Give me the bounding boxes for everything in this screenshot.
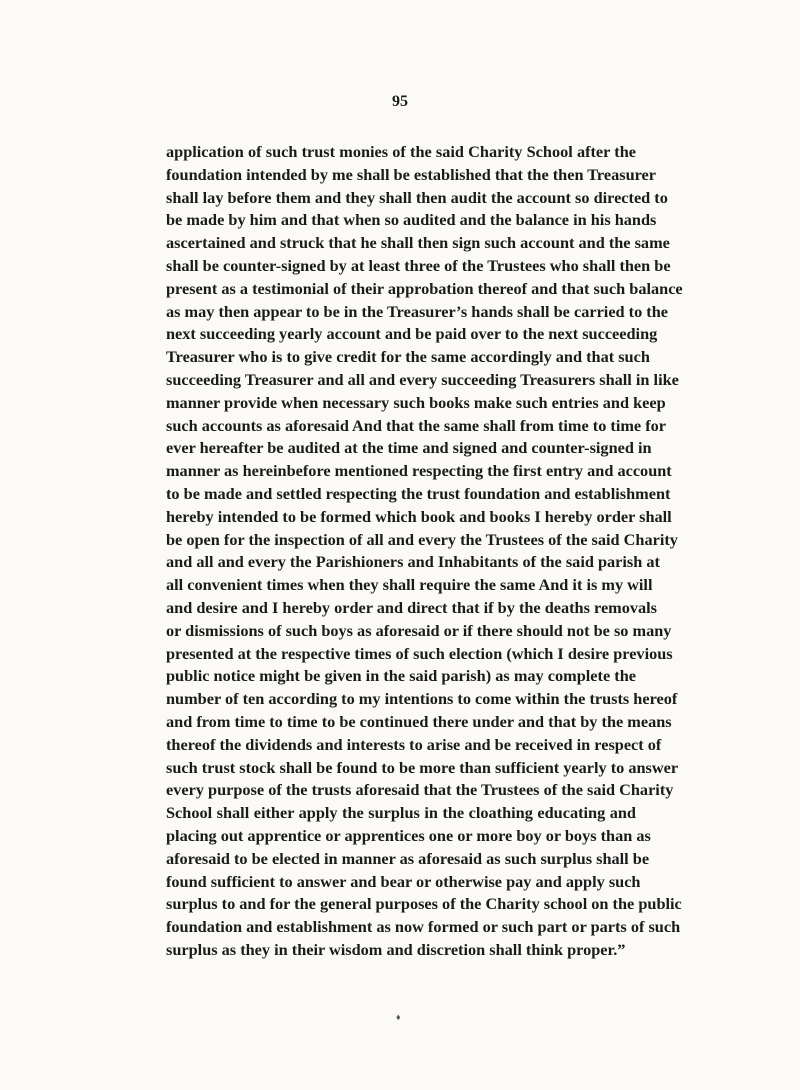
- text-line: surplus as they in their wisdom and discretion shall think proper.”: [166, 939, 626, 959]
- text-line: next succeeding yearly account and be paid over to the next succeeding: [166, 324, 658, 344]
- text-line: shall lay before them and they shall then audit the account so directed to: [166, 187, 668, 207]
- text-line: placing out apprentice or apprentices one or more boy or boys than as: [166, 825, 651, 845]
- text-line: Treasurer who is to give credit for the same accordingly and that such: [166, 347, 650, 367]
- text-line: number of ten according to my intentions to come within the trusts hereof: [166, 689, 678, 709]
- text-line: and from time to time to be continued there under and that by the means: [166, 711, 672, 731]
- text-line: surplus to and for the general purposes of the Charity school on the public: [166, 894, 682, 914]
- text-line: every purpose of the trusts aforesaid that the Trustees of the said Charity: [166, 780, 674, 800]
- text-line: thereof the dividends and interests to arise and be received in respect of: [166, 734, 662, 754]
- text-line: be made by him and that when so audited and the balance in his hands: [166, 210, 657, 230]
- text-line: School shall either apply the surplus in the cloathing educating and: [166, 803, 636, 823]
- text-line: found sufficient to answer and bear or otherwise pay and apply such: [166, 871, 641, 891]
- text-line: all convenient times when they shall require the same And it is my will: [166, 575, 653, 595]
- text-line: succeeding Treasurer and all and every succeeding Treasurers shall in like: [166, 369, 679, 389]
- text-line: ever hereafter be audited at the time and signed and counter-signed in: [166, 438, 652, 458]
- page-number: 95: [392, 93, 408, 110]
- text-line: ascertained and struck that he shall then sign such account and the same: [166, 233, 670, 253]
- text-line: such accounts as aforesaid And that the same shall from time to time for: [166, 415, 667, 435]
- text-line: application of such trust monies of the said Charity School after the: [166, 142, 636, 161]
- text-line: or dismissions of such boys as aforesaid or if there should not be so many: [166, 620, 672, 640]
- text-line: to be made and settled respecting the trust foundation and establishment: [166, 483, 671, 503]
- text-line: foundation and establishment as now formed or such part or parts of such: [166, 917, 681, 937]
- text-line: such trust stock shall be found to be more than sufficient yearly to answer: [166, 757, 679, 777]
- text-line: foundation intended by me shall be established that the then Treasurer: [166, 164, 657, 184]
- ornament-icon: ♦: [396, 1012, 401, 1022]
- text-line: be open for the inspection of all and every the Trustees of the said Charity: [166, 529, 678, 549]
- body-text: [166, 141, 683, 962]
- text-line: shall be counter-signed by at least three of the Trustees who shall then be: [166, 255, 671, 275]
- text-line: and desire and I hereby order and direct that if by the deaths removals: [166, 597, 658, 617]
- text-line: public notice might be given in the said parish) as may complete the: [166, 666, 636, 686]
- text-line: aforesaid to be elected in manner as aforesaid as such surplus shall be: [166, 848, 650, 868]
- text-line: as may then appear to be in the Treasurer’s hands shall be carried to the: [166, 301, 669, 321]
- text-line: manner provide when necessary such books make such entries and keep: [166, 392, 666, 412]
- text-line: present as a testimonial of their approbation thereof and that such balance: [166, 278, 683, 298]
- text-line: manner as hereinbefore mentioned respecting the first entry and account: [166, 461, 672, 481]
- text-line: presented at the respective times of such election (which I desire previous: [166, 643, 673, 663]
- text-line: hereby intended to be formed which book and books I hereby order shall: [166, 506, 672, 526]
- text-line: and all and every the Parishioners and Inhabitants of the said parish at: [166, 552, 660, 572]
